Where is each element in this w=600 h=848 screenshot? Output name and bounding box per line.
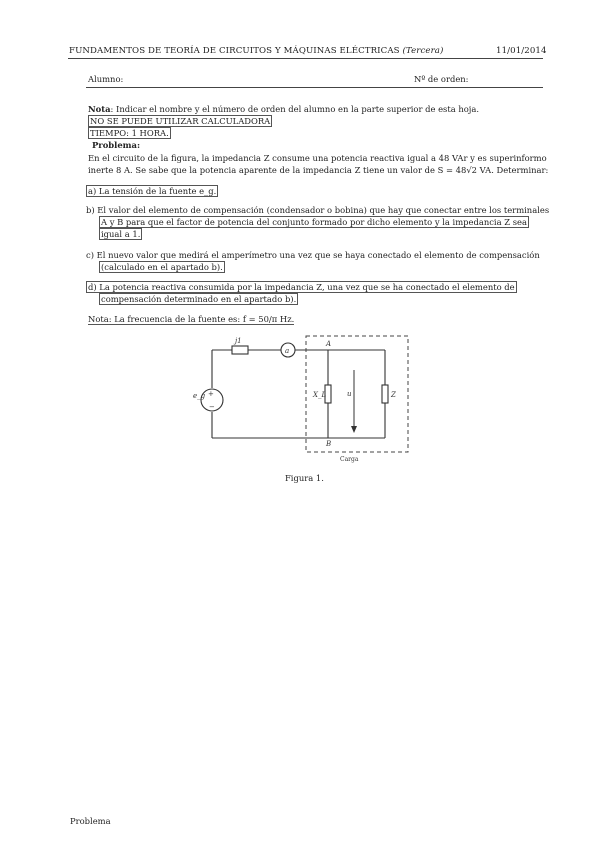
exam-date: 11/01/2014 xyxy=(496,46,547,56)
source-plus-sign: + xyxy=(208,390,214,398)
time-notice xyxy=(88,128,171,139)
student-rule xyxy=(86,87,543,88)
u-label: u xyxy=(347,390,352,398)
impedance-z-element xyxy=(382,385,388,403)
voltage-u-arrow xyxy=(351,426,357,433)
frequency-note-text: Nota: La frecuencia de la fuente es: f = 50/π Hz. xyxy=(88,314,295,324)
ammeter-label: a xyxy=(285,347,290,355)
question-a-text: a) La tensión de la fuente e_g. xyxy=(88,186,217,196)
load-box-label: Carga xyxy=(340,456,359,463)
frequency-note xyxy=(88,314,294,325)
source-minus-sign: − xyxy=(209,403,215,411)
xl-label: X_L xyxy=(313,391,327,399)
question-d-line-1-text: d) La potencia reactiva consumida por la impedancia Z, una vez que se ha conectado el elemento de xyxy=(88,282,515,292)
question-b-line-3 xyxy=(99,229,142,240)
student-name-label: Alumno: xyxy=(88,74,124,84)
impedance-j1-resistor xyxy=(232,346,248,354)
question-c-line-1: c) El nuevo valor que medirá el amperímetro una vez que se haya conectado el elemento de compensación xyxy=(86,250,540,260)
nota-line xyxy=(88,104,548,115)
exam-title xyxy=(69,46,443,56)
no-calculator-text: NO SE PUEDE UTILIZAR CALCULADORA xyxy=(90,116,271,126)
question-b-line-3-text: igual a 1. xyxy=(101,229,141,239)
nota-text: : Indicar el nombre y el número de orden del alumno en la parte superior de esta hoja. xyxy=(110,104,480,114)
problem-intro-1: En el circuito de la figura, la impedancia Z consume una potencia reactiva igual a 48 VAr y es superinformo xyxy=(88,153,547,163)
question-d-line-2-text: compensación determinado en el apartado b). xyxy=(101,294,297,304)
exam-title-main: FUNDAMENTOS DE TEORÍA DE CIRCUITOS Y MÁQUINAS ELÉCTRICAS xyxy=(69,46,400,56)
no-calculator-notice xyxy=(88,116,272,127)
question-b-line-2 xyxy=(99,217,529,228)
time-text: TIEMPO: 1 HORA. xyxy=(90,128,169,138)
source-eg-label: e_g xyxy=(193,392,206,400)
node-b-label: B xyxy=(326,440,332,448)
circuit-diagram xyxy=(180,330,420,470)
footer-label: Problema xyxy=(70,816,111,826)
node-a-label: A xyxy=(326,340,332,348)
header-rule xyxy=(68,58,543,59)
problem-heading: Problema: xyxy=(92,140,141,150)
question-a xyxy=(86,186,218,197)
question-c-line-2 xyxy=(99,262,225,273)
exam-title-paren: (Tercera) xyxy=(402,46,444,56)
question-b-line-2-text: A y B para que el factor de potencia del conjunto formado por dicho elemento y la impedancia Z sea xyxy=(101,217,527,227)
order-number-label: Nº de orden: xyxy=(414,74,469,84)
question-b-line-1: b) El valor del elemento de compensación (condensador o bobina) que hay que conectar entre los terminales xyxy=(86,205,550,215)
problem-intro-2: inerte 8 A. Se sabe que la potencia aparente de la impedancia Z tiene un valor de S = 48√2 VA. Determinar: xyxy=(88,165,549,175)
nota-label: Nota xyxy=(88,104,111,114)
label-j1: j1 xyxy=(235,337,242,345)
figure-caption: Figura 1. xyxy=(285,473,324,483)
question-c-line-2-text: (calculado en el apartado b). xyxy=(101,262,223,272)
question-d-line-2 xyxy=(99,294,298,305)
z-label: Z xyxy=(391,391,396,399)
question-d-line-1 xyxy=(86,282,517,293)
